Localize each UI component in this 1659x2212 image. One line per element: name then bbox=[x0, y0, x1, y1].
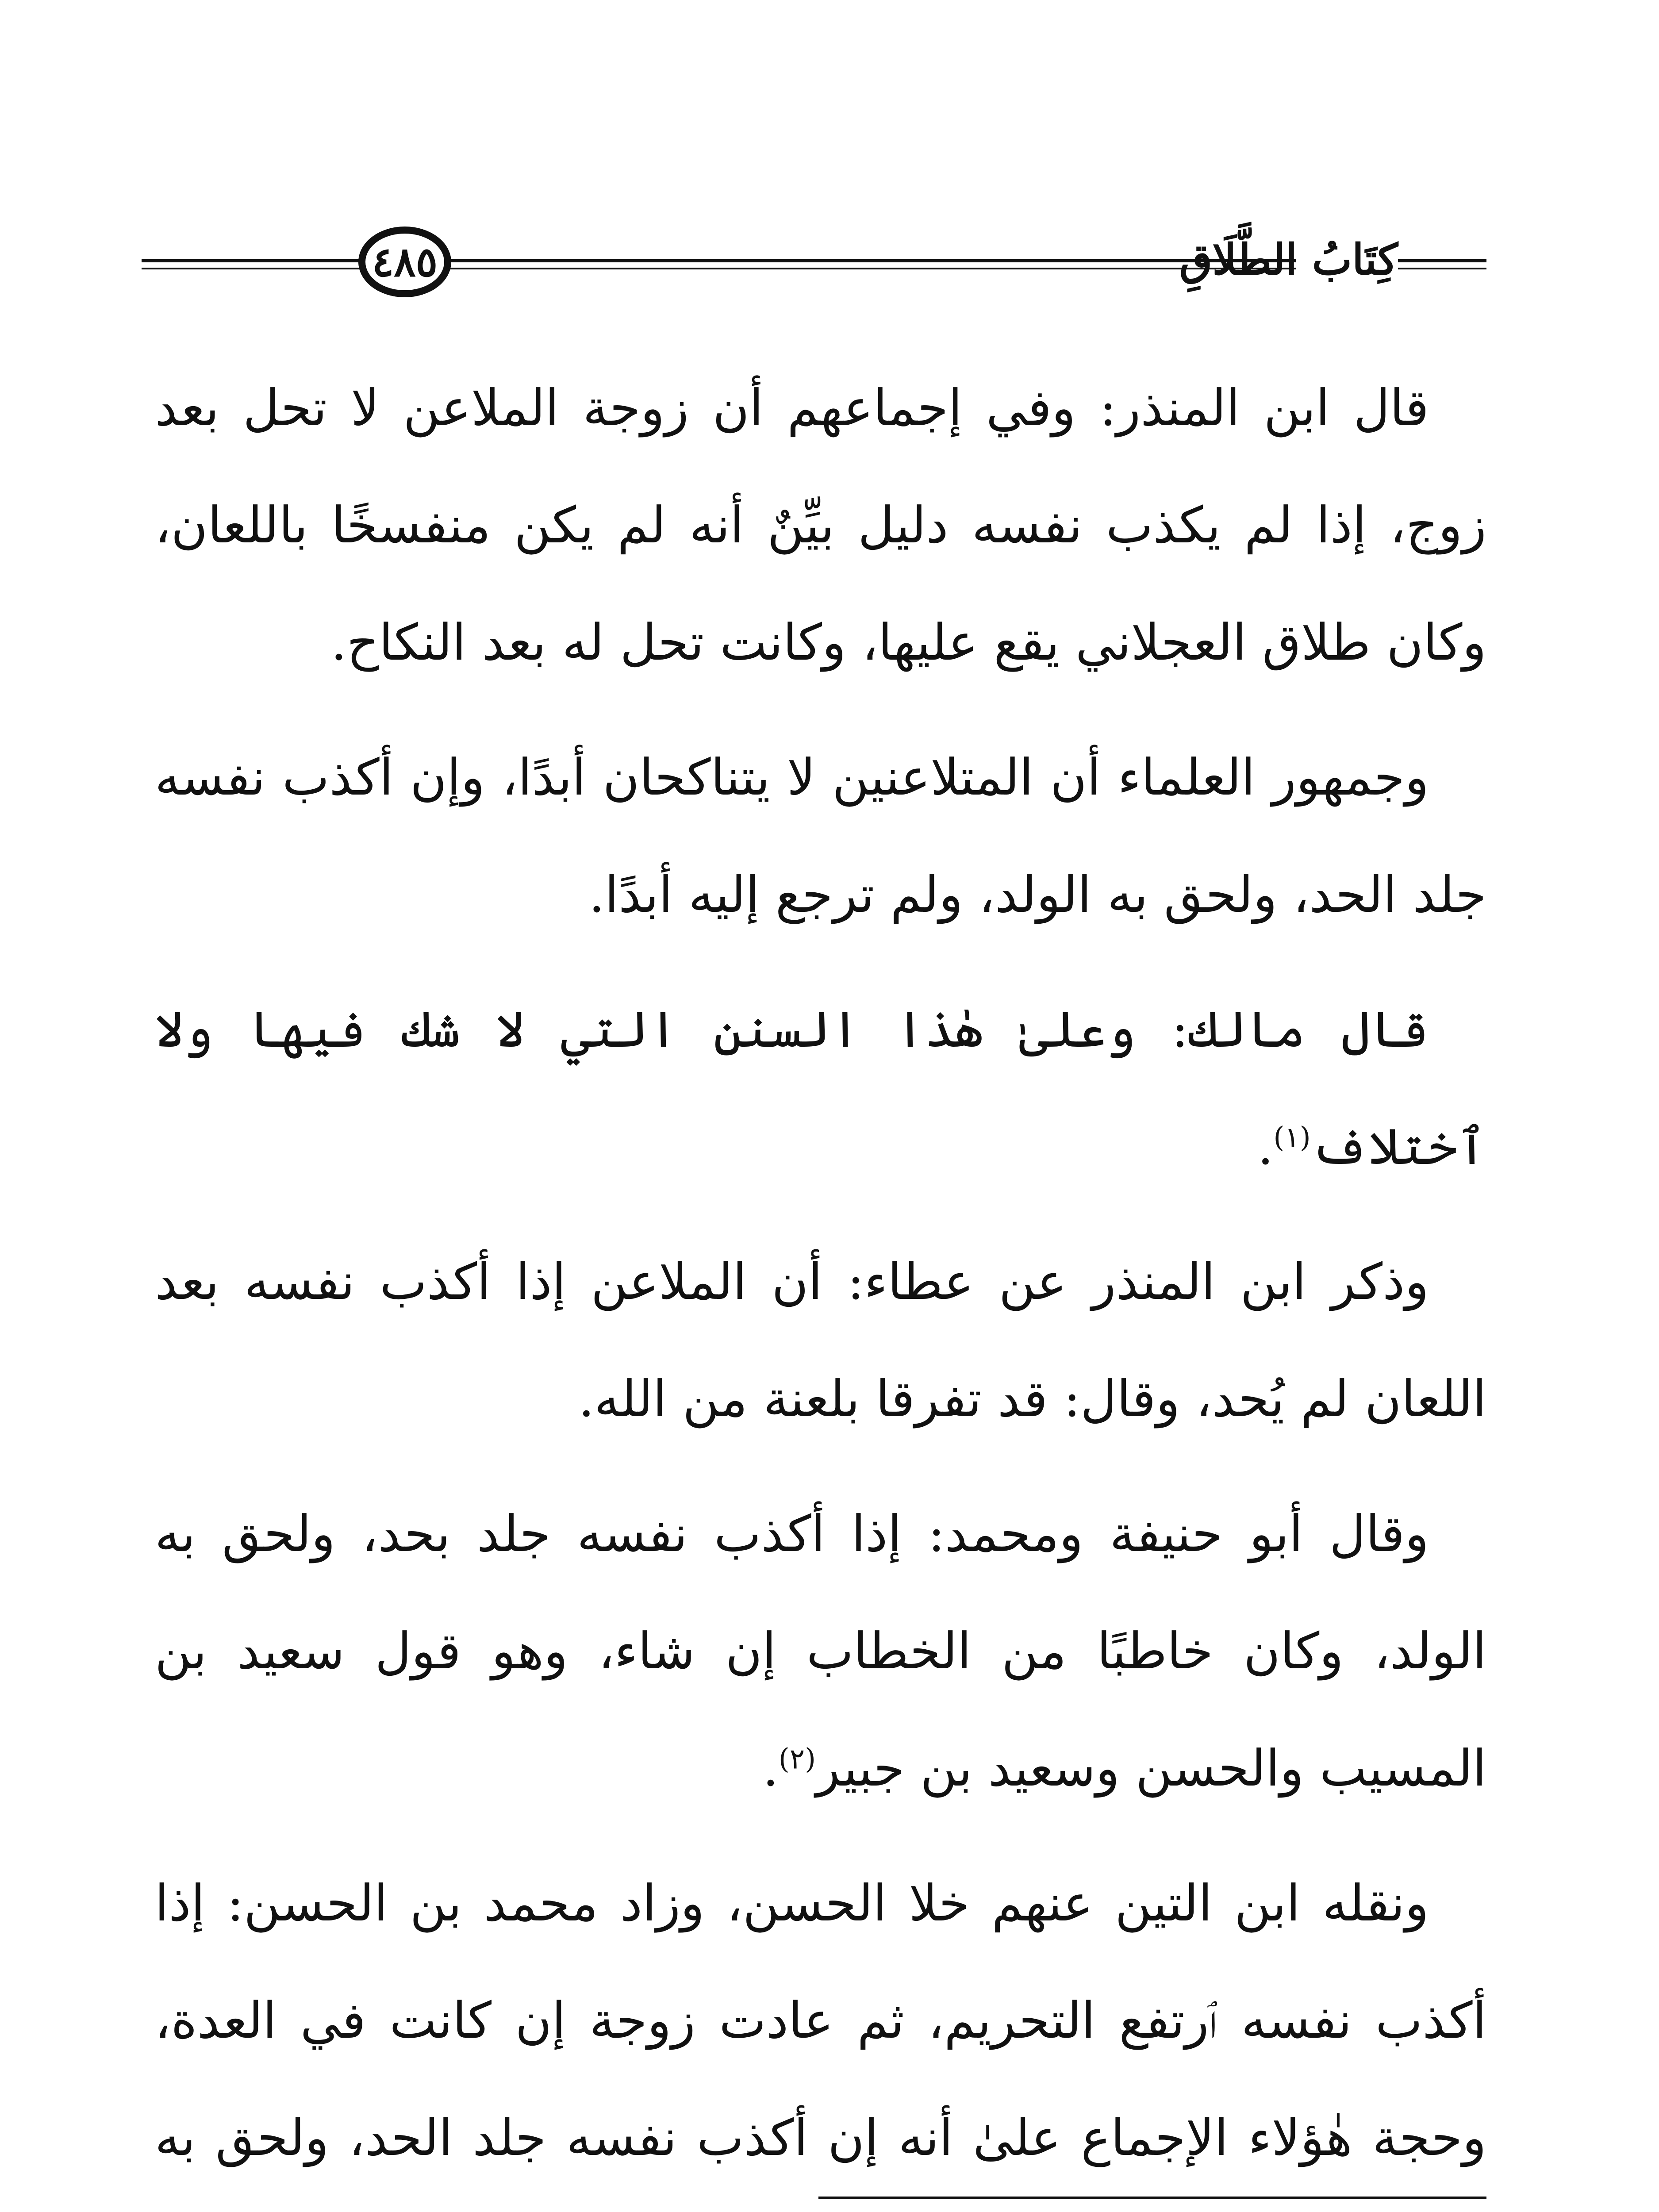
paragraph bbox=[155, 1845, 1486, 2212]
paragraph bbox=[155, 971, 1486, 1206]
paragraph-text: قال ابن المنذر: وفي إجماعهم أن زوجة الملاعن لا تحل بعد زوج، إذا لم يكذب نفسه دليل بيِّنٌ أنه لم يكن منفسخًا باللعان، وكان طلاق العجلاني يقع عليها، وكانت تحل له بعد النكاح. bbox=[155, 379, 1486, 672]
paragraph-text: قال مالك: وعلىٰ هٰذا السنن التي لا شك فيها ولا ٱختلاف bbox=[155, 1000, 1486, 1176]
paragraph bbox=[155, 1475, 1486, 1827]
paragraph-text: وقال أبو حنيفة ومحمد: إذا أكذب نفسه جلد بحد، ولحق به الولد، وكان خاطبًا من الخطاب إن شاء، وهو قول سعيد بن المسيب والحسن وسعيد بن جبير bbox=[155, 1505, 1486, 1797]
paragraph bbox=[155, 1223, 1486, 1458]
paragraph bbox=[155, 719, 1486, 953]
footnote-ref[interactable]: (١) bbox=[1273, 1121, 1311, 1154]
header-rule-right bbox=[1398, 259, 1486, 269]
paragraph-text: وذكر ابن المنذر عن عطاء: أن الملاعن إذا أكذب نفسه بعد اللعان لم يُحد، وقال: قد تفرقا بلعنة من الله. bbox=[155, 1252, 1486, 1428]
paragraph-text: وجمهور العلماء أن المتلاعنين لا يتناكحان أبدًا، وإن أكذب نفسه جلد الحد، ولحق به الولد، ولم ترجع إليه أبدًا. bbox=[155, 748, 1486, 924]
paragraph-tail: . bbox=[1257, 1118, 1274, 1176]
paragraph-text: ونقله ابن التين عنهم خلا الحسن، وزاد محمد بن الحسن: إذا أكذب نفسه ٱرتفع التحريم، ثم عادت زوجة إن كانت في العدة، وحجة هٰؤلاء الإجماع علىٰ أنه إن أكذب نفسه جلد الحد، ولحق به bbox=[155, 1874, 1486, 2167]
main-text bbox=[155, 349, 1486, 2212]
paragraph-tail: . bbox=[762, 1739, 779, 1797]
page-header bbox=[142, 221, 1486, 310]
header-rule-middle bbox=[447, 259, 1296, 269]
footnote-separator bbox=[818, 2197, 1486, 2199]
paragraph bbox=[155, 349, 1486, 701]
page-number: ٤٨٥ bbox=[358, 227, 451, 297]
footnote-ref[interactable]: (٢) bbox=[778, 1743, 816, 1776]
running-title: كِتَابُ الطَّلَاقِ bbox=[1179, 234, 1398, 284]
header-rule-left bbox=[142, 259, 363, 269]
